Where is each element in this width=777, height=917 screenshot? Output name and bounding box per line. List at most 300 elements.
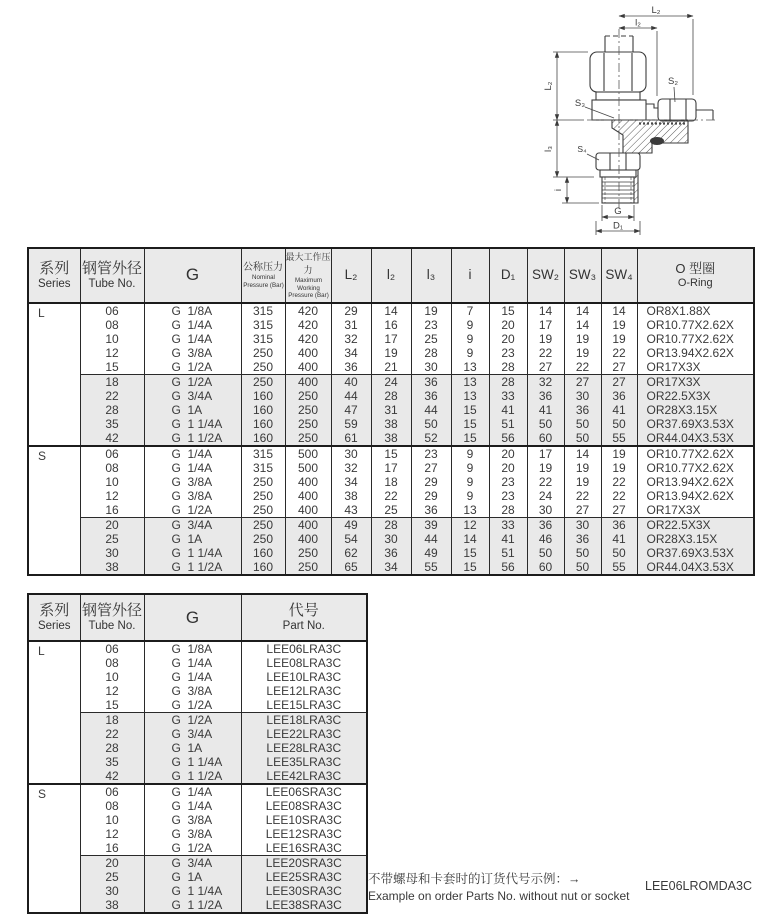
table-cell: 17 — [371, 461, 411, 475]
table-cell: 17 — [371, 332, 411, 346]
table-cell: OR8X1.88X — [637, 303, 754, 318]
table-cell: 420 — [285, 303, 331, 318]
col-sw4: SW₄ — [601, 248, 637, 303]
table-cell: 20 — [489, 446, 527, 461]
table-cell: LEE12SRA3C — [241, 827, 367, 841]
table-cell: OR10.77X2.62X — [637, 332, 754, 346]
table-cell: 19 — [527, 332, 564, 346]
table-cell: 315 — [241, 303, 285, 318]
table-cell: G 3/8A — [144, 813, 241, 827]
table-cell: 28 — [371, 517, 411, 532]
table-cell: 400 — [285, 489, 331, 503]
table-cell: G 1/4A — [144, 446, 241, 461]
table-cell: 25 — [411, 332, 451, 346]
table-cell: 400 — [285, 503, 331, 518]
table-cell: 160 — [241, 560, 285, 575]
table-cell: 22 — [80, 727, 144, 741]
table-cell: 16 — [80, 503, 144, 518]
table-cell: 06 — [80, 784, 144, 799]
table-cell: 19 — [564, 332, 601, 346]
fitting-drawing-svg — [535, 2, 777, 246]
table-cell: G 3/8A — [144, 684, 241, 698]
table-cell: 22 — [80, 389, 144, 403]
table-cell: 27 — [601, 374, 637, 389]
table-cell: 14 — [564, 446, 601, 461]
table-row — [28, 517, 754, 532]
table-row — [28, 431, 754, 446]
table-cell: 28 — [411, 346, 451, 360]
table-cell: 10 — [80, 475, 144, 489]
table-cell: OR37.69X3.53X — [637, 417, 754, 431]
table-cell: 250 — [241, 503, 285, 518]
table-cell: LEE38SRA3C — [241, 898, 367, 913]
table-cell: LEE06SRA3C — [241, 784, 367, 799]
table-cell: 47 — [331, 403, 371, 417]
table-cell: LEE15LRA3C — [241, 698, 367, 713]
table-cell: 19 — [527, 461, 564, 475]
col-tube-no: 钢管外径 Tube No. — [80, 248, 144, 303]
table-cell: 22 — [601, 489, 637, 503]
table-cell: 28 — [489, 360, 527, 375]
table-cell: 06 — [80, 641, 144, 656]
table-row — [28, 560, 754, 575]
table-cell: 27 — [564, 503, 601, 518]
table-cell: 20 — [489, 332, 527, 346]
dim-label-l2-left: L₂ — [543, 81, 554, 91]
table-cell: 19 — [564, 461, 601, 475]
table-cell: 13 — [451, 374, 489, 389]
table-cell: G 1A — [144, 403, 241, 417]
table-cell: 50 — [564, 560, 601, 575]
table-cell: 15 — [451, 417, 489, 431]
table-cell: G 3/8A — [144, 489, 241, 503]
table-cell: 21 — [371, 360, 411, 375]
table-cell: 9 — [451, 332, 489, 346]
table-cell: 15 — [451, 431, 489, 446]
table-cell: G 3/4A — [144, 727, 241, 741]
table-row — [28, 641, 367, 656]
table-cell: 250 — [241, 475, 285, 489]
table-cell: G 1 1/4A — [144, 417, 241, 431]
table-cell: 19 — [601, 332, 637, 346]
order-note — [368, 871, 648, 904]
table-cell: 19 — [564, 475, 601, 489]
label-s3: S₃ — [574, 98, 586, 109]
table-cell: 250 — [241, 532, 285, 546]
table-cell: 60 — [527, 431, 564, 446]
table-cell: OR28X3.15X — [637, 532, 754, 546]
table-cell: 55 — [601, 431, 637, 446]
table-cell: 19 — [371, 346, 411, 360]
table-cell: 15 — [451, 546, 489, 560]
table-cell: 400 — [285, 360, 331, 375]
table-cell: G 3/8A — [144, 827, 241, 841]
table-cell: OR37.69X3.53X — [637, 546, 754, 560]
col-nominal-pressure: 公称压力 Nominal Pressure (Bar) — [241, 248, 285, 303]
table-cell: LEE25SRA3C — [241, 870, 367, 884]
col-i3: l₃ — [411, 248, 451, 303]
col-o-ring: O 型圈 O-Ring — [637, 248, 754, 303]
table-cell: LEE06LRA3C — [241, 641, 367, 656]
table-cell: 27 — [564, 374, 601, 389]
table-cell: 30 — [564, 517, 601, 532]
o-ring-seal — [650, 137, 664, 145]
table-cell: 19 — [411, 303, 451, 318]
table-cell: LEE42LRA3C — [241, 769, 367, 784]
table-cell: 44 — [411, 403, 451, 417]
table-cell: 30 — [371, 532, 411, 546]
order-example-code: LEE06LROMDA3C — [645, 879, 752, 893]
table-cell: 14 — [564, 303, 601, 318]
table-cell: G 3/8A — [144, 346, 241, 360]
table-cell: 30 — [411, 360, 451, 375]
table-cell: 19 — [601, 461, 637, 475]
dim-label-i-left: i — [553, 188, 564, 192]
table-cell: 59 — [331, 417, 371, 431]
table-row — [28, 475, 754, 489]
table-cell: 14 — [564, 318, 601, 332]
table-cell: G 1/4A — [144, 784, 241, 799]
table-cell: OR17X3X — [637, 503, 754, 518]
table-cell: LEE28LRA3C — [241, 741, 367, 755]
table-cell: 36 — [601, 389, 637, 403]
table-cell: G 1/2A — [144, 698, 241, 713]
col-tube-no: 钢管外径 Tube No. — [80, 594, 144, 641]
table-cell: 08 — [80, 461, 144, 475]
table-cell: G 1A — [144, 532, 241, 546]
col-i: i — [451, 248, 489, 303]
table-cell: G 1/2A — [144, 374, 241, 389]
table-cell: 41 — [527, 403, 564, 417]
table-cell: 28 — [80, 741, 144, 755]
col-part-no: 代号 Part No. — [241, 594, 367, 641]
table-cell: 20 — [80, 517, 144, 532]
table-cell: 15 — [80, 698, 144, 713]
table-cell: 61 — [331, 431, 371, 446]
table-cell: 315 — [241, 332, 285, 346]
table-cell: 30 — [80, 546, 144, 560]
table-cell: G 1/4A — [144, 670, 241, 684]
table-cell: OR13.94X2.62X — [637, 346, 754, 360]
table-cell: 420 — [285, 318, 331, 332]
table-cell: G 1 1/4A — [144, 884, 241, 898]
table-cell: 50 — [601, 417, 637, 431]
series-cell: S — [28, 784, 80, 913]
col-series: 系列 Series — [28, 594, 80, 641]
table-cell: OR44.04X3.53X — [637, 431, 754, 446]
table-cell: 29 — [411, 475, 451, 489]
table-cell: 13 — [451, 389, 489, 403]
table-cell: 14 — [451, 532, 489, 546]
table-cell: 36 — [331, 360, 371, 375]
order-note-zh: 不带螺母和卡套时的订货代号示例：→ — [368, 872, 581, 886]
table-cell: OR10.77X2.62X — [637, 461, 754, 475]
table-cell: 12 — [80, 684, 144, 698]
table-cell: 250 — [285, 389, 331, 403]
table-cell: OR22.5X3X — [637, 517, 754, 532]
table-cell: 9 — [451, 318, 489, 332]
table-cell: G 3/4A — [144, 389, 241, 403]
table-row — [28, 360, 754, 375]
table-cell: LEE10SRA3C — [241, 813, 367, 827]
col-sw3: SW₃ — [564, 248, 601, 303]
col-sw2: SW₂ — [527, 248, 564, 303]
table-cell: 27 — [411, 461, 451, 475]
table-cell: 32 — [527, 374, 564, 389]
table-cell: 250 — [285, 560, 331, 575]
table-cell: 25 — [80, 532, 144, 546]
table-cell: 60 — [527, 560, 564, 575]
series-cell: L — [28, 303, 80, 446]
table-cell: 34 — [331, 475, 371, 489]
table-cell: OR10.77X2.62X — [637, 318, 754, 332]
table-cell: 27 — [601, 360, 637, 375]
table-cell: 38 — [80, 898, 144, 913]
table-cell: OR28X3.15X — [637, 403, 754, 417]
table-row — [28, 318, 754, 332]
table-cell: G 3/8A — [144, 475, 241, 489]
table-cell: OR10.77X2.62X — [637, 446, 754, 461]
table-cell: 27 — [601, 503, 637, 518]
label-s4: S₄ — [577, 144, 587, 154]
table-cell: 40 — [331, 374, 371, 389]
table-cell: 9 — [451, 475, 489, 489]
table-cell: 9 — [451, 446, 489, 461]
table-cell: LEE30SRA3C — [241, 884, 367, 898]
table-cell: 36 — [411, 374, 451, 389]
table-row — [28, 489, 754, 503]
table-cell: 18 — [80, 713, 144, 728]
table-cell: 30 — [331, 446, 371, 461]
table-cell: LEE18LRA3C — [241, 713, 367, 728]
table-cell: 9 — [451, 461, 489, 475]
table-cell: 250 — [285, 403, 331, 417]
table-cell: LEE08LRA3C — [241, 656, 367, 670]
table-cell: 42 — [80, 769, 144, 784]
table-cell: 500 — [285, 461, 331, 475]
order-note-en: Example on order Parts No. without nut or socket — [368, 889, 630, 903]
table-cell: 15 — [451, 560, 489, 575]
table-cell: 54 — [331, 532, 371, 546]
table-cell: 08 — [80, 318, 144, 332]
table-cell: G 1A — [144, 741, 241, 755]
table-cell: 13 — [451, 360, 489, 375]
table-cell: 50 — [527, 546, 564, 560]
table-cell: 500 — [285, 446, 331, 461]
table-cell: 62 — [331, 546, 371, 560]
table-cell: 400 — [285, 532, 331, 546]
table-cell: 38 — [80, 560, 144, 575]
col-d1: D₁ — [489, 248, 527, 303]
table-cell: 15 — [489, 303, 527, 318]
table-cell: 13 — [451, 503, 489, 518]
table-cell: 250 — [285, 417, 331, 431]
table-cell: 56 — [489, 560, 527, 575]
table-cell: 50 — [564, 417, 601, 431]
table-cell: 160 — [241, 403, 285, 417]
table-cell: 22 — [601, 475, 637, 489]
table-cell: 22 — [601, 346, 637, 360]
table-cell: 46 — [527, 532, 564, 546]
series-cell: S — [28, 446, 80, 575]
col-max-pressure: 最大工作压力 Maximum Working Pressure (Bar) — [285, 248, 331, 303]
table-cell: 43 — [331, 503, 371, 518]
table-cell: 15 — [451, 403, 489, 417]
table-cell: G 3/4A — [144, 517, 241, 532]
table-cell: G 1/8A — [144, 641, 241, 656]
table-cell: G 1 1/2A — [144, 898, 241, 913]
table-cell: 19 — [601, 446, 637, 461]
table-cell: LEE22LRA3C — [241, 727, 367, 741]
table-cell: 38 — [331, 489, 371, 503]
table-cell: 50 — [527, 417, 564, 431]
table-cell: G 1 1/2A — [144, 431, 241, 446]
series-cell: L — [28, 641, 80, 784]
table-cell: G 1/8A — [144, 303, 241, 318]
table-cell: 24 — [527, 489, 564, 503]
table-cell: OR13.94X2.62X — [637, 489, 754, 503]
table-row — [28, 503, 754, 518]
table-cell: 34 — [331, 346, 371, 360]
table-row — [28, 532, 754, 546]
dimension-table-header — [28, 248, 754, 303]
table-cell: 9 — [451, 489, 489, 503]
table-cell: 55 — [411, 560, 451, 575]
table-cell: 27 — [527, 360, 564, 375]
table-cell: 44 — [411, 532, 451, 546]
table-cell: 12 — [80, 827, 144, 841]
table-cell: G 1 1/4A — [144, 755, 241, 769]
table-cell: 400 — [285, 475, 331, 489]
table-cell: 250 — [241, 517, 285, 532]
table-cell: 50 — [411, 417, 451, 431]
table-cell: G 1/2A — [144, 841, 241, 856]
table-cell: 17 — [527, 318, 564, 332]
col-g: G — [144, 594, 241, 641]
table-cell: 39 — [411, 517, 451, 532]
table-cell: OR22.5X3X — [637, 389, 754, 403]
table-cell: 32 — [331, 461, 371, 475]
dimension-table-body — [28, 303, 754, 575]
table-cell: 160 — [241, 546, 285, 560]
dim-label-g: G — [614, 206, 622, 217]
table-cell: 15 — [371, 446, 411, 461]
table-cell: 24 — [371, 374, 411, 389]
table-cell: 51 — [489, 546, 527, 560]
table-cell: 400 — [285, 374, 331, 389]
table-row — [28, 446, 754, 461]
table-cell: 17 — [527, 446, 564, 461]
table-cell: 25 — [371, 503, 411, 518]
col-i2: l₂ — [371, 248, 411, 303]
table-row — [28, 546, 754, 560]
table-cell: 36 — [527, 389, 564, 403]
col-l2: L₂ — [331, 248, 371, 303]
table-cell: 51 — [489, 417, 527, 431]
table-cell: G 1/2A — [144, 713, 241, 728]
table-cell: 20 — [489, 461, 527, 475]
table-row — [28, 417, 754, 431]
part-table-body — [28, 641, 367, 913]
table-cell: 250 — [241, 374, 285, 389]
table-cell: 28 — [80, 403, 144, 417]
dim-label-i2-top: l₂ — [635, 17, 641, 29]
table-cell: 250 — [241, 489, 285, 503]
table-cell: 22 — [564, 489, 601, 503]
table-cell: 22 — [527, 475, 564, 489]
table-row — [28, 461, 754, 475]
table-cell: 29 — [331, 303, 371, 318]
table-cell: 32 — [331, 332, 371, 346]
table-cell: 160 — [241, 417, 285, 431]
table-cell: 16 — [80, 841, 144, 856]
table-cell: 29 — [411, 489, 451, 503]
table-cell: 250 — [285, 546, 331, 560]
table-cell: 23 — [489, 346, 527, 360]
table-cell: 23 — [411, 446, 451, 461]
locknut-and-stud — [596, 153, 640, 203]
table-cell: LEE35LRA3C — [241, 755, 367, 769]
table-cell: 36 — [601, 517, 637, 532]
table-cell: 15 — [80, 360, 144, 375]
table-cell: G 3/4A — [144, 856, 241, 871]
table-cell: 38 — [371, 417, 411, 431]
table-cell: 36 — [411, 389, 451, 403]
table-cell: 41 — [601, 532, 637, 546]
table-cell: 28 — [489, 374, 527, 389]
table-cell: G 1/2A — [144, 503, 241, 518]
table-cell: 30 — [80, 884, 144, 898]
table-cell: G 1/2A — [144, 360, 241, 375]
table-cell: 55 — [601, 560, 637, 575]
table-row — [28, 389, 754, 403]
table-cell: 33 — [489, 517, 527, 532]
table-cell: 14 — [601, 303, 637, 318]
table-cell: 7 — [451, 303, 489, 318]
table-cell: 42 — [80, 431, 144, 446]
table-cell: 65 — [331, 560, 371, 575]
table-cell: 315 — [241, 461, 285, 475]
table-cell: LEE08SRA3C — [241, 799, 367, 813]
table-cell: 19 — [564, 346, 601, 360]
table-cell: 38 — [371, 431, 411, 446]
table-cell: 160 — [241, 389, 285, 403]
table-row — [28, 784, 367, 799]
table-cell: 315 — [241, 446, 285, 461]
table-cell: 10 — [80, 332, 144, 346]
table-cell: 28 — [489, 503, 527, 518]
table-row — [28, 374, 754, 389]
table-row — [28, 403, 754, 417]
fitting-body-outline — [590, 36, 713, 121]
table-cell: 36 — [411, 503, 451, 518]
table-cell: 23 — [489, 489, 527, 503]
table-cell: 9 — [451, 346, 489, 360]
table-cell: 18 — [80, 374, 144, 389]
table-cell: 49 — [411, 546, 451, 560]
table-cell: 44 — [331, 389, 371, 403]
table-cell: OR17X3X — [637, 374, 754, 389]
table-cell: 10 — [80, 670, 144, 684]
table-cell: 28 — [371, 389, 411, 403]
table-cell: 23 — [489, 475, 527, 489]
table-cell: 20 — [489, 318, 527, 332]
table-cell: 16 — [371, 318, 411, 332]
table-cell: LEE16SRA3C — [241, 841, 367, 856]
table-cell: 19 — [601, 318, 637, 332]
table-cell: OR13.94X2.62X — [637, 475, 754, 489]
part-table-header — [28, 594, 367, 641]
